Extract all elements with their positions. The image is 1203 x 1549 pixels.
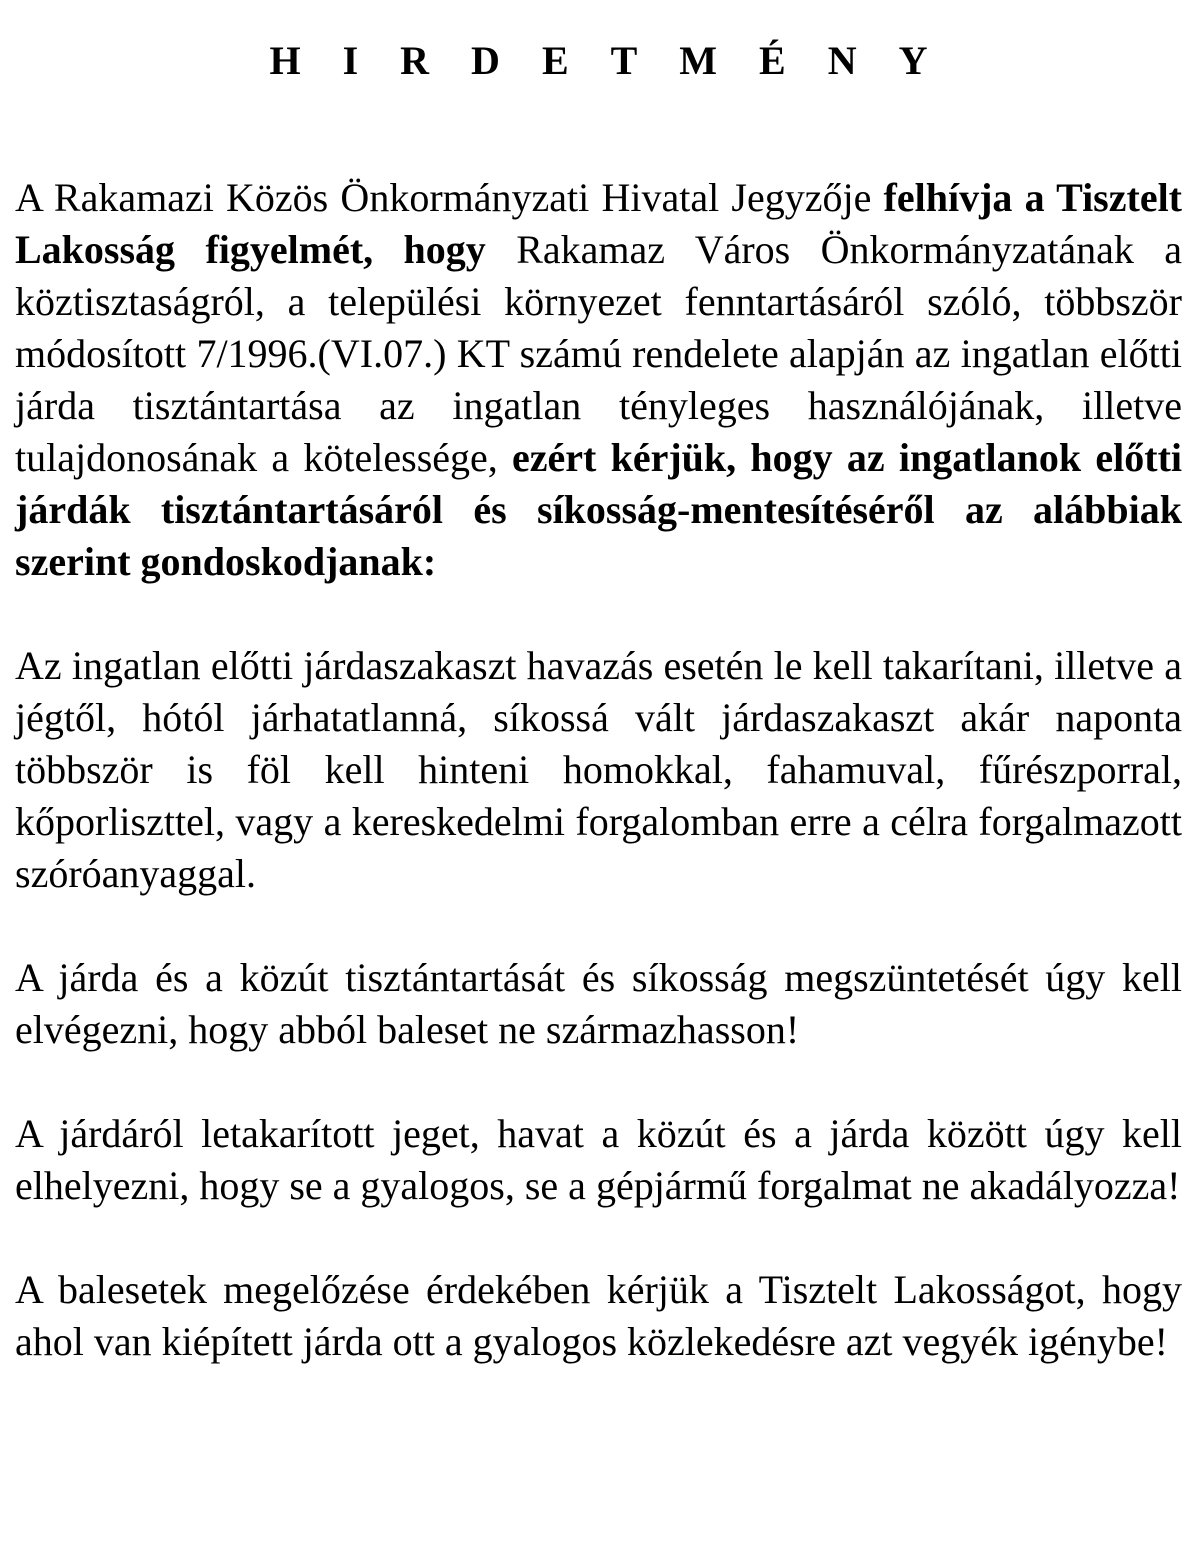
intro-emphasis-1: felhívja a Tisztelt Lakosság figyelmét, hogy xyxy=(15,175,1183,272)
intro-emphasis-2: ezért kérjük, hogy az ingatlanok előtti járdák tisztántartásáról és síkosság-mentesítéséről az alábbiak szerint gondoskodjanak: xyxy=(15,435,1183,584)
document-title: HIRDETMÉNY xyxy=(269,38,970,83)
safety-text: A járda és a közút tisztántartását és síkosság megszüntetését úgy kell elvégezni, hogy abból baleset ne származhasson! xyxy=(15,955,1182,1052)
snow-removal-text: Az ingatlan előtti járdaszakaszt havazás esetén le kell takarítani, illetve a jégtől, hótól járhatatlanná, síkossá vált járdaszakaszt akár naponta többször is föl kell hinteni homokkal, fahamuval, fűrészporral, kőporliszttel, vagy a kereskedelmi forgalomban erre a célra forgalmazott szóróanyaggal. xyxy=(15,643,1182,896)
intro-text-1: A Rakamazi Közös Önkormányzati Hivatal Jegyzője xyxy=(15,175,884,220)
paragraph-safety xyxy=(15,952,1182,1056)
pedestrian-text: A balesetek megelőzése érdekében kérjük a Tisztelt Lakosságot, hogy ahol van kiépített járda ott a gyalogos közlekedésre azt vegyék igénybe! xyxy=(15,1267,1182,1364)
paragraph-placement xyxy=(15,1108,1182,1212)
paragraph-pedestrian xyxy=(15,1264,1182,1368)
paragraph-snow-removal xyxy=(15,640,1182,900)
intro-text-2: Rakamaz Város Önkormányzatának a köztisztaságról, a települési környezet fenntartásáról szóló, többször módosított 7/1996.(VI.07.) KT számú rendelete alapján az ingatlan előtti járda tisztántartása az ingatlan tényleges használójának, illetve tulajdonosának a kötelessége, xyxy=(15,227,1182,480)
placement-text: A járdáról letakarított jeget, havat a közút és a járda között úgy kell elhelyezni, hogy se a gyalogos, se a gépjármű forgalmat ne akadályozza! xyxy=(15,1111,1182,1208)
paragraph-intro xyxy=(15,172,1182,588)
